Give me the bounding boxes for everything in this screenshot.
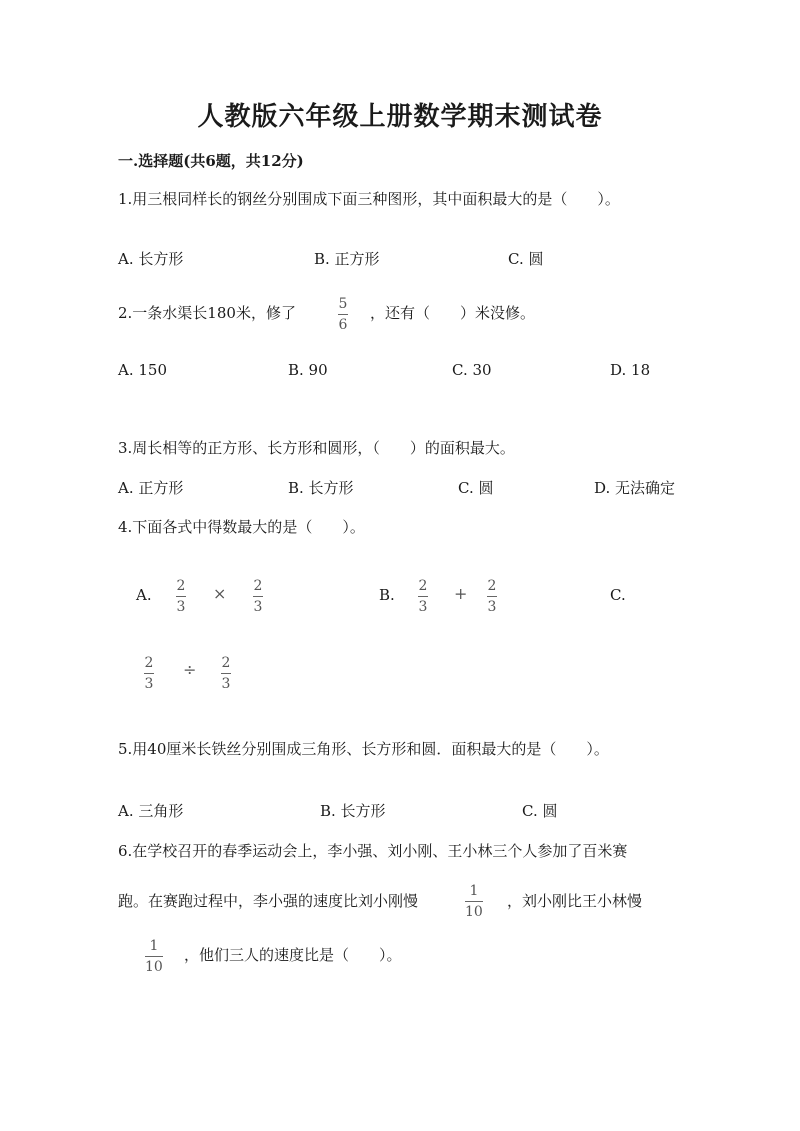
question-4-option-b-label[interactable]: B. xyxy=(379,586,395,604)
question-4-text: 4.下面各式中得数最大的是（ ）。 xyxy=(118,518,365,536)
question-3-option-d[interactable]: D. 无法确定 xyxy=(594,479,676,497)
question-2-fraction xyxy=(338,297,348,332)
question-2-text-end: ，还有（ ）米没修。 xyxy=(370,304,536,322)
plus-sign: + xyxy=(454,584,468,603)
question-2-option-d[interactable]: D. 18 xyxy=(610,361,651,379)
question-1-option-c[interactable]: C. 圆 xyxy=(508,250,544,268)
question-6-line-1: 6.在学校召开的春季运动会上，李小强、刘小刚、王小林三个人参加了百米赛 xyxy=(118,842,628,860)
question-3-option-a[interactable]: A. 正方形 xyxy=(118,479,184,497)
question-5-option-b[interactable]: B. 长方形 xyxy=(320,802,386,820)
question-4-option-a-label[interactable]: A. xyxy=(136,586,152,604)
fraction-bar xyxy=(338,314,348,315)
question-2-option-a[interactable]: A. 150 xyxy=(118,361,167,379)
question-1-option-b[interactable]: B. 正方形 xyxy=(314,250,380,268)
question-4-a-fraction-1: 2 3 xyxy=(176,578,186,615)
fraction-denominator: 6 xyxy=(338,317,348,333)
section-heading: 一.选择题(共6题，共12分) xyxy=(118,152,304,170)
question-4-b-fraction-1: 2 3 xyxy=(418,578,428,615)
question-1-option-a[interactable]: A. 长方形 xyxy=(118,250,184,268)
question-3-option-c[interactable]: C. 圆 xyxy=(458,479,494,497)
divide-sign: ÷ xyxy=(183,660,197,679)
question-6-line-2-end: ，刘小刚比王小林慢 xyxy=(507,892,643,910)
question-5-option-a[interactable]: A. 三角形 xyxy=(118,802,184,820)
question-5-text: 5.用40厘米长铁丝分别围成三角形、长方形和圆．面积最大的是（ ）。 xyxy=(118,740,609,758)
question-6-line-3: ，他们三人的速度比是（ ）。 xyxy=(184,946,402,964)
question-2-option-b[interactable]: B. 90 xyxy=(288,361,328,379)
fraction-numerator: 5 xyxy=(338,296,348,312)
question-3-option-b[interactable]: B. 长方形 xyxy=(288,479,354,497)
question-6-fraction-2: 1 10 xyxy=(145,938,163,975)
question-4-c-fraction-2: 2 3 xyxy=(221,655,231,692)
question-4-a-fraction-2: 2 3 xyxy=(253,578,263,615)
question-4-option-c-label[interactable]: C. xyxy=(610,586,626,604)
question-1-text: 1.用三根同样长的钢丝分别围成下面三种图形，其中面积最大的是（ ）。 xyxy=(118,190,620,208)
question-4-c-fraction-1: 2 3 xyxy=(144,655,154,692)
times-sign: × xyxy=(213,584,227,603)
question-6-line-2-start: 跑。在赛跑过程中，李小强的速度比刘小刚慢 xyxy=(118,892,419,910)
question-6-fraction-1: 1 10 xyxy=(465,883,483,920)
question-2-option-c[interactable]: C. 30 xyxy=(452,361,492,379)
question-2-text-start: 2.一条水渠长180米，修了 xyxy=(118,304,296,322)
page-title: 人教版六年级上册数学期末测试卷 xyxy=(197,102,603,132)
question-3-text: 3.周长相等的正方形、长方形和圆形，（ ）的面积最大。 xyxy=(118,439,515,457)
question-4-b-fraction-2: 2 3 xyxy=(487,578,497,615)
question-5-option-c[interactable]: C. 圆 xyxy=(522,802,558,820)
